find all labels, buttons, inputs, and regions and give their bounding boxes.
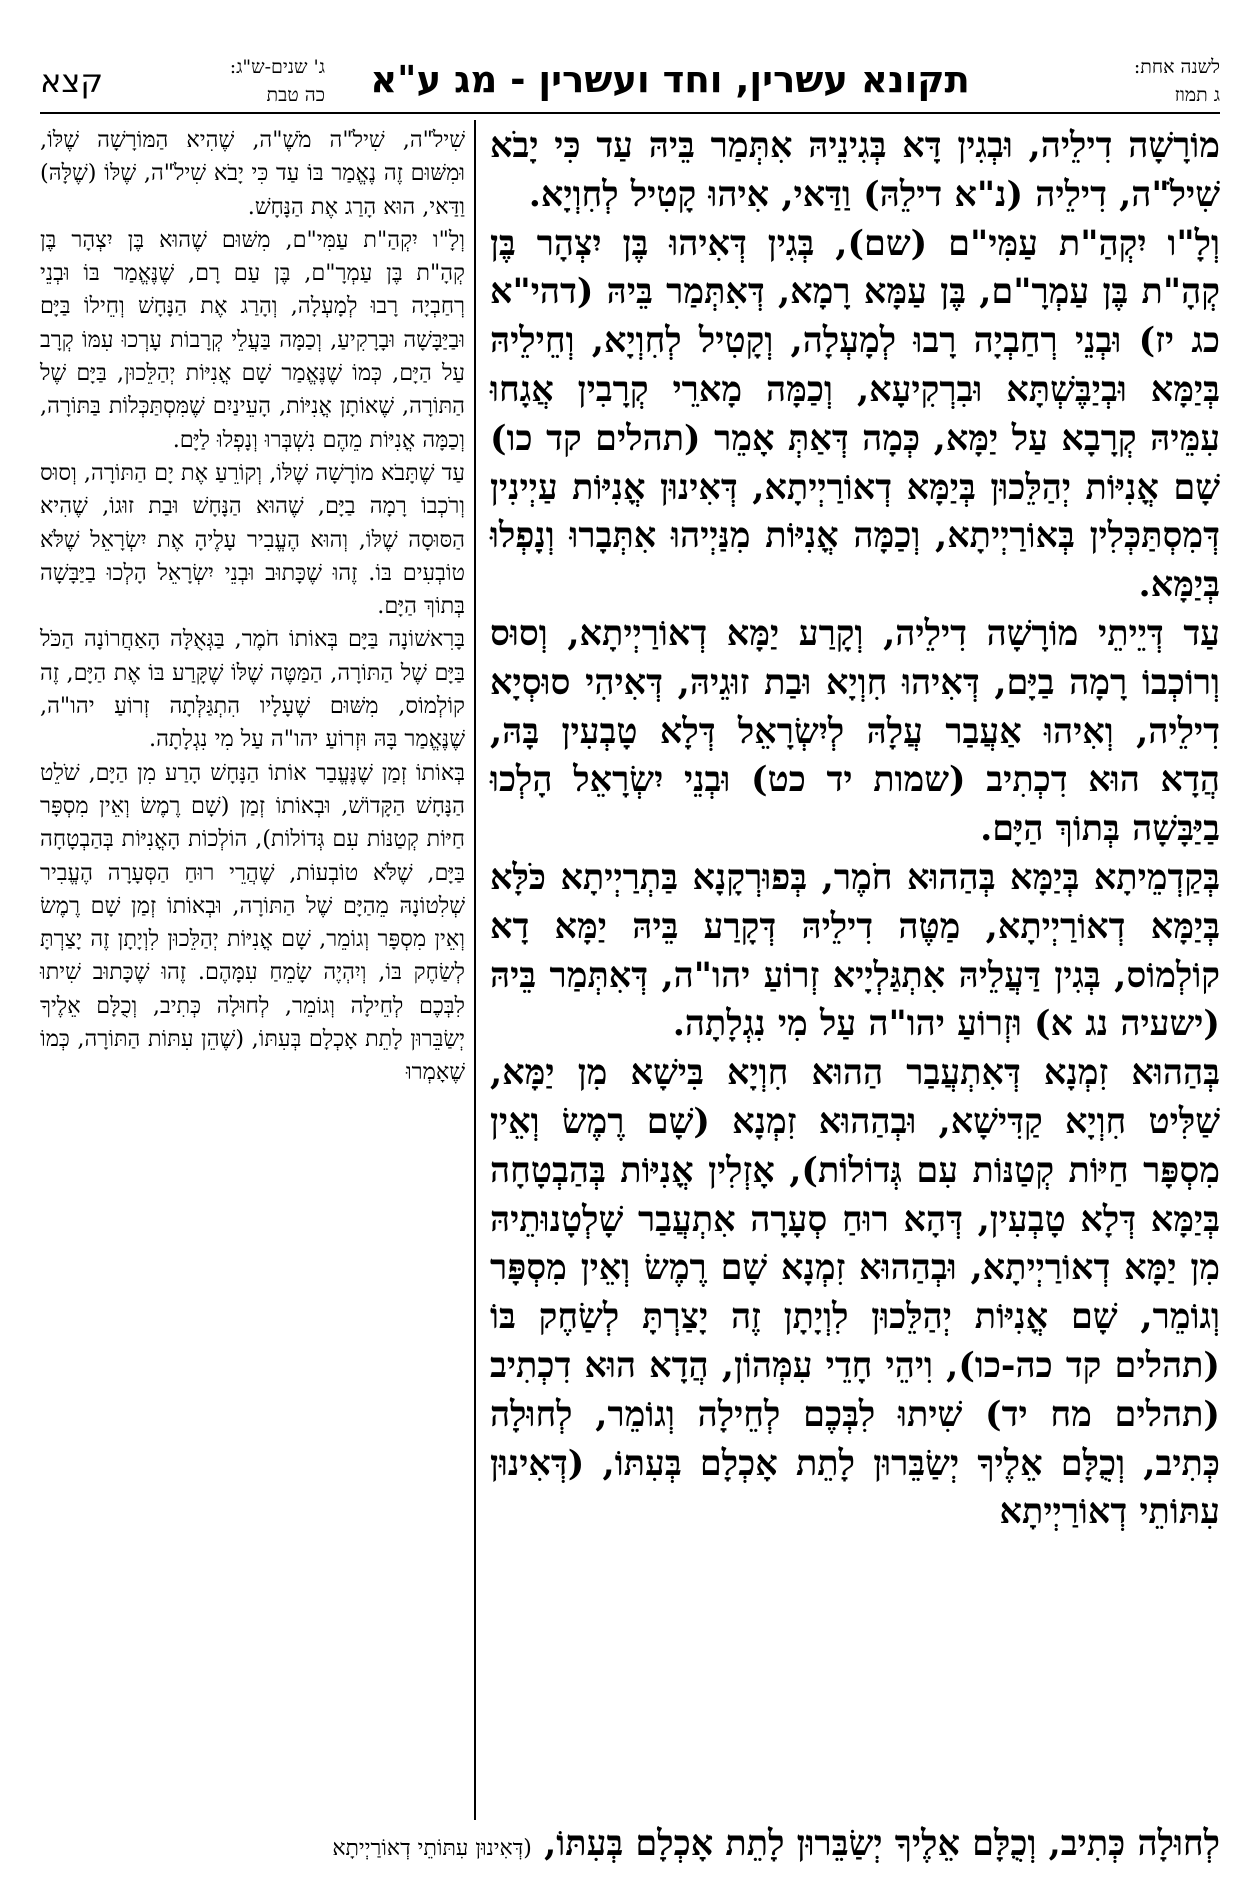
three-year-schedule-date: כה טבת [266,84,325,106]
main-paragraph: בְּקַדְמֵיתָא בְּיַמָּא בְּהַהוּא חֹמֶר, בְּפוּרְקָנָא בַּתְרַיְיתָא כֹּלָּא בְּיַמָּא דְאוֹרַיְיתָא, מַטֶּה דִילֵיהּ דְּקָרַע בֵּיהּ יַמָּא דָא קוֹלְמוֹס, בְּגִין דַּעֲלֵיהּ אִתְגַּלְיָיא זְרוֹעַ יהו"ה, דְּאִתְּמַר בֵּיהּ (ישעיה נג א) וּזְרוֹעַ יהו"ה עַל מִי נִגְלָתָה. [490,856,1220,1045]
header-rule [40,112,1220,114]
aramaic-main-column [490,122,1220,1537]
column-divider [474,120,476,1820]
daily-schedule-date: ג תמוז [1174,84,1220,106]
page-title: תקונא עשרין, וחד ועשרין - מג ע"א [370,58,970,101]
bottom-line-note: (דְּאִינוּן עִתּוֹתֵי דְאוֹרַיְיתָא [332,1836,532,1861]
hebrew-translation-column [40,124,465,1090]
main-paragraph: מוֹרָשָׁה דִילֵיה, וּבְגִין דָּא בְּגִינֵיהּ אִתְּמַר בֵּיהּ עַד כִּי יָבֹא שִׁילֹ"ה, דִילֵיה (נ"א דילֵהּ) וַדַּאי, אִיהוּ קָטִיל לְחִוְיָא. [490,125,1220,215]
commentary-paragraph: בְּאוֹתוֹ זְמַן שֶׁנֶּעֱבַר אוֹתוֹ הַנָּחָשׁ הָרַע מִן הַיָּם, שֹׁלֵט הַנָּחָשׁ הַקָּדוֹשׁ, וּבְאוֹתוֹ זְמַן (שָׁם רֶמֶשׂ וְאֵין מִסְפָּר חַיּוֹת קְטַנּוֹת עִם גְּדוֹלוֹת), הוֹלְכוֹת הָאֳנִיּוֹת בְּהַבְטָחָה בַּיָּם, שֶׁלֹּא טוֹבְעוֹת, שֶׁהֲרֵי רוּחַ הַסְּעָרָה הֶעֱבִיר שְׁלִטוֹנָהּ מֵהַיָּם שֶׁל הַתּוֹרָה, וּבְאוֹתוֹ זְמַן שָׁם רֶמֶשׂ וְאֵין מִסְפָּר וְגוֹמֵר, שָׁם אֳנִיּוֹת יְהַלֵּכוּן לִוְיָתָן זֶה יָצַרְתָּ לְשַׂחֶק בּוֹ, וְיִהְיֶה שָׂמֵחַ עִמָּהֶם. זֶהוּ שֶׁכָּתוּב שִׁיתוּ לִבְּכֶם לְחֵילָה וְגוֹמֵר, לְחוּלָה כְּתִיב, וְכֻלָּם אֵלֶיךָ יְשַׂבֵּרוּן לָתֵת אָכְלָם בְּעִתּוֹ, (שֶׁהֵן עִתּוֹת הַתּוֹרָה, כְּמוֹ שֶׁאָמְרוּ [40,759,465,1086]
page-header [40,52,1220,114]
commentary-paragraph: בָּרִאשׁוֹנָה בַּיָּם בְּאוֹתוֹ חֹמֶר, בַּגְּאֻלָּה הָאַחֲרוֹנָה הַכֹּל בַּיָּם שֶׁל הַתּוֹרָה, הַמַּטֶּה שֶׁלּוֹ שֶׁקָּרַע בּוֹ אֶת הַיָּם, זֶה קוֹלְמוֹס, מִשּׁוּם שֶׁעָלָיו הִתְגַּלְּתָה זְרוֹעַ יהו"ה, שֶׁנֶּאֱמַר בָּהּ וּזְרוֹעַ יהו"ה עַל מִי נִגְלָתָה. [40,626,465,753]
main-paragraph: וְלָ"ו יִקְהַ"ת עַמִּי"ם (שם), בְּגִין דְּאִיהוּ בֶּן יִצְהָר בֶּן קְהָ"ת בֶּן עַמְרָ"ם, בֶּן עַמָּא רָמָא, דְּאִתְּמַר בֵּיהּ (דהי"א כג יז) וּבְנֵי רְחַבְיָה רָבוּ לְמָעְלָה, וְקָטִיל לְחִוְיָא, וְחֵילֵיהּ בְּיַמָּא וּבְיַבֶּשְׁתָּא וּבִרְקִיעָא, וְכַמָּה מָארֵי קְרָבִין אֲגָחוּ עִמֵּיהּ קְרָבָא עַל יַמָּא, כְּמָה דְּאַתְּ אָמֵר (תהלים קד כו) שָׁם אֳנִיּוֹת יְהַלֵּכוּן בְּיַמָּא דְאוֹרַיְיתָא, דְּאִינוּן אֳנִיּוֹת עַיְינִין דְּמִסְתַּכְּלִין בְּאוֹרַיְיתָא, וְכַמָּה אֳנִיּוֹת מִנַּיְיהוּ אִתְּבָרוּ וְנָפְלוּ בְּיַמָּא. [490,222,1220,606]
page-number: קצא [40,62,104,100]
bottom-line-text: לְחוּלָה כְּתִיב, וְכֻלָּם אֵלֶיךָ יְשַׂבֵּרוּן לָתֵת אָכְלָם בְּעִתּוֹ, [544,1823,1220,1864]
main-paragraph: בְּהַהוּא זִמְנָא דְּאִתְעֲבַר הַהוּא חִוְיָא בִּישָׁא מִן יַמָּא, שַׁלִּיט חִוְיָא קַדִּישָׁא, וּבְהַהוּא זִמְנָא (שָׁם רֶמֶשׂ וְאֵין מִסְפָּר חַיּוֹת קְטַנּוֹת עִם גְּדוֹלוֹת), אָזְלִין אֳנִיּוֹת בְּהַבְטָחָה בְּיַמָּא דְּלָא טָבְעִין, דְּהָא רוּחַ סְעָרָה אִתְעֲבַר שָׁלְטָנוּתֵיהּ מִן יַמָּא דְאוֹרַיְיתָא, וּבְהַהוּא זִמְנָא שָׁם רֶמֶשׂ וְאֵין מִסְפָּר וְגוֹמֵר, שָׁם אֳנִיּוֹת יְהַלֵּכוּן לִוְיָתָן זֶה יָצַרְתָּ לְשַׂחֶק בּוֹ (תהלים קד כה-כו), וִיהֵי חָדֵי עִמְּהוֹן, הֲדָא הוּא דִכְתִיב (תהלים מח יד) שִׁיתוּ לִבְּכֶם לְחֵילָה וְגוֹמֵר, לְחוּלָה כְּתִיב, וְכֻלָּם אֵלֶיךָ יְשַׂבֵּרוּן לָתֵת אָכְלָם בְּעִתּוֹ, (דְּאִינוּן עִתּוֹתֵי דְאוֹרַיְיתָא [490,1052,1220,1533]
main-paragraph: עַד דְּיֵיתֵי מוֹרָשָׁה דִילֵיה, וְקָרַע יַמָּא דְאוֹרַיְיתָא, וְסוּס וְרוֹכְבוֹ רָמָה בַיָּם, דְּאִיהוּ חִוְיָא וּבַת זוּגֵיהּ, דְּאִיהִי סוּסְיָא דִילֵיה, וְאִיהוּ אַעֲבַר עֲלָהּ לְיִשְׂרָאֵל דְּלָא טָבְעִין בָּהּ, הֲדָא הוּא דִכְתִיב (שמות יד כט) וּבְנֵי יִשְׂרָאֵל הָלְכוּ בַיַּבָּשָׁה בְּתוֹךְ הַיָּם. [490,612,1220,850]
daily-schedule-label: לשנה אחת: [1133,56,1220,78]
commentary-paragraph: שִׁילֹ"ה, שִׁילֹ"ה מֹשֶׁ"ה, שֶׁהִיא הַמּוֹרָשָׁה שֶׁלּוֹ, וּמִשּׁוּם זֶה נֶאֱמַר בּוֹ עַד כִּי יָבֹא שִׁילֹ"ה, שֶׁלּוֹ (שֶׁלָּהּ) וַדַּאי, הוּא הָרַג אֶת הַנָּחָשׁ. [40,127,465,220]
three-year-schedule-label: ג' שנים-ש"ג: [229,56,325,78]
commentary-paragraph: וְלָ"ו יִקְהַ"ת עַמִּי"ם, מִשּׁוּם שֶׁהוּא בֶּן יִצְהָר בֶּן קְהָ"ת בֶּן עַמְרָ"ם, בֶּן עַם רָם, שֶׁנֶּאֱמַר בּוֹ וּבְנֵי רְחַבְיָה רָבוּ לְמָעְלָה, וְהָרַג אֶת הַנָּחָשׁ וְחֵילוֹ בַּיָּם וּבַיַּבָּשָׁה וּבָרָקִיעַ, וְכַמָּה בַּעֲלֵי קְרָבוֹת עָרְכוּ עִמּוֹ קְרָב עַל הַיָּם, כְּמוֹ שֶׁנֶּאֱמַר שָׁם אֳנִיּוֹת יְהַלֵּכוּן, בַּיָּם שֶׁל הַתּוֹרָה, שֶׁאוֹתָן אֳנִיּוֹת, הָעֵינַיִם שֶׁמִּסְתַּכְּלוֹת בַּתּוֹרָה, וְכַמָּה אֳנִיּוֹת מֵהֶם נִשְׁבְּרוּ וְנָפְלוּ לַיָּם. [40,226,465,453]
commentary-paragraph: עַד שֶׁתָּבֹא מוֹרָשָׁה שֶׁלּוֹ, וְקוֹרֵעַ אֶת יָם הַתּוֹרָה, וְסוּס וְרֹכְבוֹ רָמָה בַיָּם, שֶׁהוּא הַנָּחָשׁ וּבַת זוּגוֹ, שֶׁהִיא הַסּוּסָה שֶׁלּוֹ, וְהוּא הֶעֱבִיר עָלֶיהָ אֶת יִשְׂרָאֵל שֶׁלֹּא טוֹבְעִים בּוֹ. זֶהוּ שֶׁכָּתוּב וּבְנֵי יִשְׂרָאֵל הָלְכוּ בַיַּבָּשָׁה בְּתוֹךְ הַיָּם. [40,459,465,620]
bottom-full-width-line [40,1820,1220,1873]
